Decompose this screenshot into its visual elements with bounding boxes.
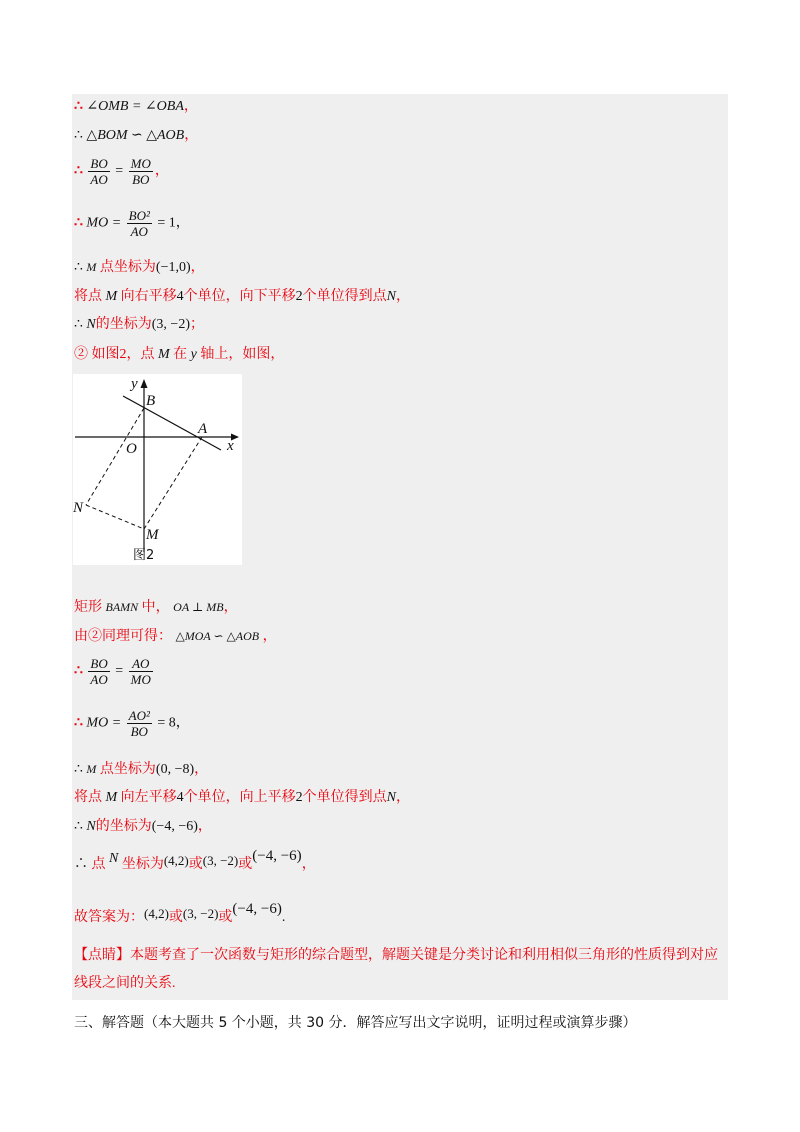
label-y: y bbox=[131, 376, 138, 392]
line-n-coord-1: ∴ N的坐标为(3, −2)； bbox=[74, 317, 204, 332]
side-ma bbox=[144, 437, 202, 529]
line-translate-1: 将点 M 向右平移4个单位，向下平移2个单位得到点N， bbox=[74, 289, 411, 304]
label-a: A bbox=[198, 421, 208, 437]
line-n-coord-2: ∴ N的坐标为(−4, −6)， bbox=[74, 819, 212, 834]
line-mo-equals-1: ∴ MO = $\frac{\text{BO²}}{AO}$ = 1， bbox=[74, 208, 190, 239]
line-translate-2: 将点 M 向左平移4个单位，向上平移2个单位得到点N， bbox=[74, 790, 411, 805]
line-similar-2: 由②同理可得： △MOA ∽ △AOB ， bbox=[74, 629, 277, 644]
label-b: B bbox=[146, 393, 156, 409]
label-o: O bbox=[126, 441, 137, 457]
line-n-all-coords: ∴ 点 N 坐标为(4,2)或(3, −2)或(−4, −6)， bbox=[74, 848, 316, 872]
label-x: x bbox=[227, 438, 234, 454]
figure-caption: 图2 bbox=[133, 548, 155, 563]
figure-2-svg bbox=[73, 374, 242, 565]
comment-note: 【点睛】本题考查了一次函数与矩形的综合题型，解题关键是分类讨论和利用相似三角形的性质得到对应线段之间的关系. bbox=[74, 948, 718, 991]
line-similar-triangles: ∴ △BOM ∽ △AOB， bbox=[74, 128, 199, 143]
line-rectangle: 矩形 BAMN 中， OA ⊥ MB， bbox=[74, 600, 238, 615]
label-m: M bbox=[146, 527, 159, 543]
section-heading: 三、解答题（本大题共 5 个小题，共 30 分．解答应写出文字说明，证明过程或演算步骤） bbox=[74, 1015, 637, 1031]
line-m-coord-2: ∴ M 点坐标为(0, −8)， bbox=[74, 762, 209, 777]
line-mo-equals-8: ∴ MO = $\frac{\text{AO²}}{BO}$ = 8， bbox=[74, 708, 190, 739]
line-final-answer: 故答案为：(4,2)或(3, −2)或(−4, −6). bbox=[74, 901, 286, 925]
figure-2 bbox=[73, 374, 242, 565]
line-m-coord-1: ∴ M 点坐标为(−1,0)， bbox=[74, 260, 205, 275]
line-ratio-2: ∴ $\frac{BO}{AO}$ = $\frac{AO}{MO}$ bbox=[74, 656, 151, 687]
line-angle-equal: ∴ ∠OMB = ∠OBA， bbox=[74, 99, 198, 114]
label-n: N bbox=[73, 500, 84, 516]
line-ratio-1: ∴ $\frac{BO}{AO}$ = $\frac{MO}{BO}$ ， bbox=[74, 156, 169, 187]
y-axis-arrow bbox=[141, 379, 148, 388]
line-case-2-intro: ② 如图2，点 M 在 y 轴上，如图， bbox=[74, 347, 285, 362]
side-nm bbox=[86, 505, 144, 529]
